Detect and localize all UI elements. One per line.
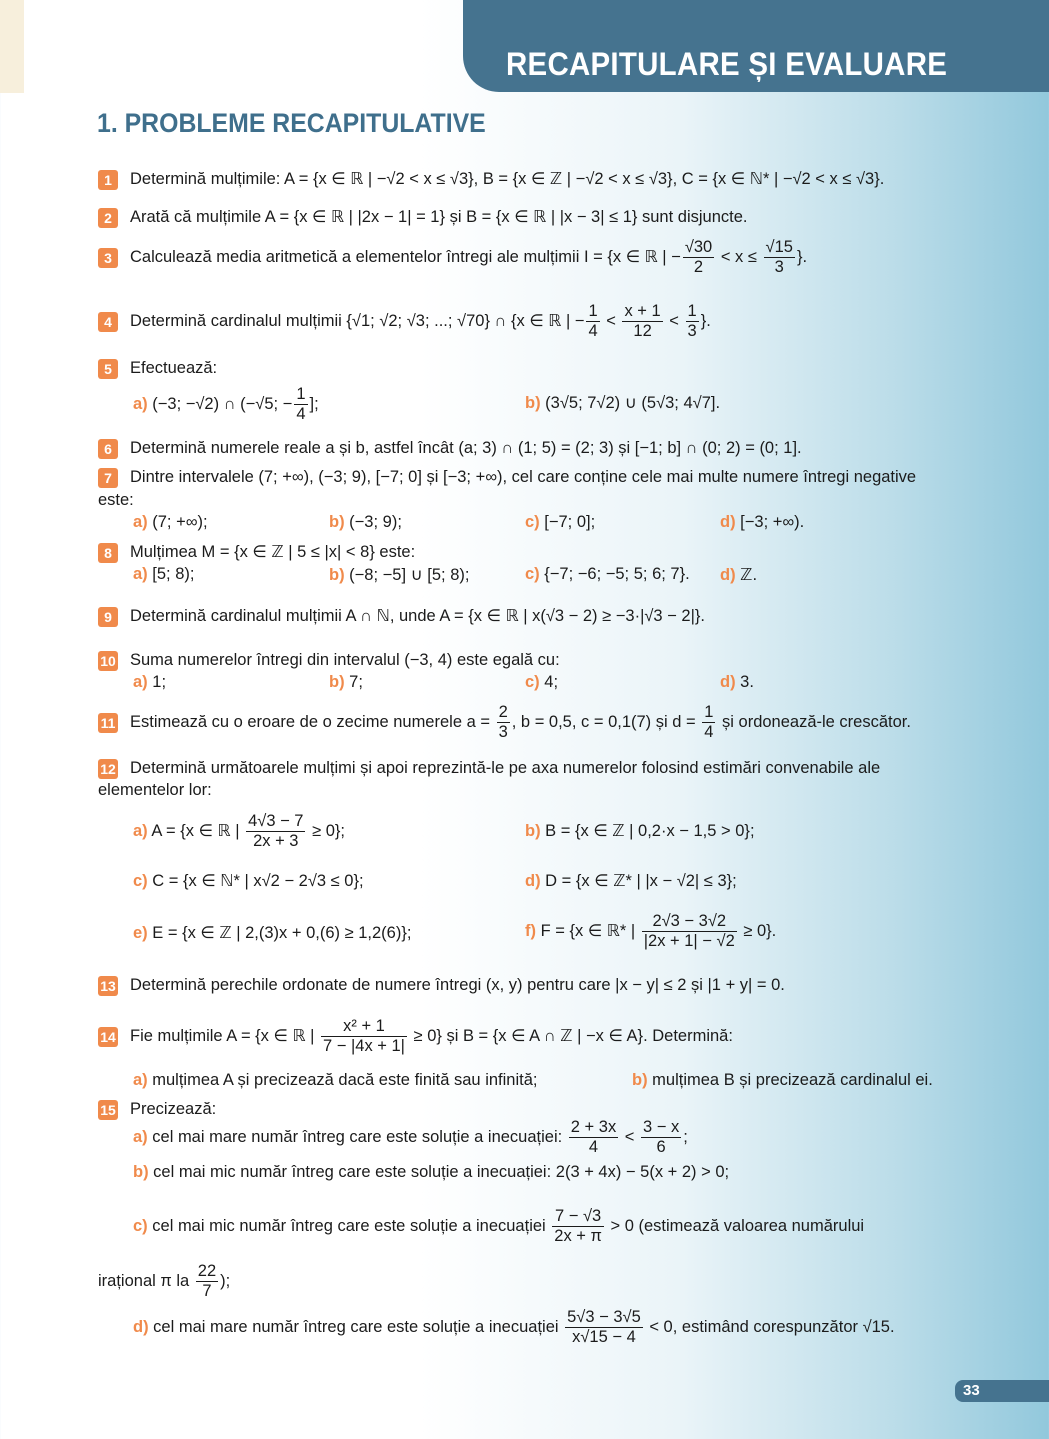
set-end: }. <box>700 311 711 330</box>
problem-12 <box>98 758 880 779</box>
inequality: < <box>620 1127 640 1146</box>
fraction <box>196 1262 218 1301</box>
fraction <box>702 703 715 742</box>
expression: F = {x ∈ ℝ* | <box>540 921 640 940</box>
denominator: 4 <box>704 723 714 741</box>
option-value: 7; <box>349 673 363 691</box>
problem-text: ≥ 0} și B = {x ∈ A ∩ ℤ | −x ∈ A}. Determină: <box>408 1026 733 1045</box>
option-label: b) <box>632 1071 648 1089</box>
denominator: 3 <box>774 258 784 276</box>
problem-5-a <box>133 385 319 424</box>
problem-10 <box>98 650 560 671</box>
set-expression: {√1; √2; √3; ...; √70} ∩ {x ∈ ℝ | − <box>346 311 585 330</box>
option-value: [−7; 0]; <box>544 513 596 531</box>
option-value: cel mai mare număr întreg care este soluție a inecuației <box>153 1317 564 1336</box>
page-number: 33 <box>963 1382 980 1399</box>
problem-14-a <box>133 1071 537 1090</box>
problem-text: Fie mulțimile A = {x ∈ ℝ | <box>130 1026 319 1045</box>
problem-number-badge: 15 <box>98 1100 118 1120</box>
option-label: a) <box>133 565 148 583</box>
fraction <box>641 1118 681 1157</box>
problem-text: Precizează: <box>130 1100 217 1118</box>
option-value: irațional π la <box>98 1271 194 1290</box>
option-value: mulțimea B și precizează cardinalul ei. <box>652 1071 933 1089</box>
option-label: b) <box>133 1163 149 1181</box>
expression-end: ≥ 0}. <box>738 921 777 940</box>
option-b <box>329 565 469 585</box>
option-label: b) <box>525 394 541 412</box>
fraction <box>565 1308 643 1347</box>
problem-text: Determină mulțimile: A = {x ∈ ℝ | −√2 < x ≤ √3}, B = {x ∈ ℤ | −√2 < x ≤ √3}, C = {x ∈ ℕ* | −√2 < x ≤ √3}. <box>130 170 885 188</box>
denominator: 7 − |4x + 1| <box>323 1037 405 1055</box>
problem-number-badge: 11 <box>98 713 118 733</box>
option-label: d) <box>133 1317 149 1336</box>
denominator: 4 <box>588 322 598 340</box>
numerator: 2 + 3x <box>570 1118 617 1136</box>
problem-text: Determină cardinalul mulțimii A ∩ ℕ, unde A = {x ∈ ℝ | x(√3 − 2) ≥ −3·|√3 − 2|}. <box>130 607 705 625</box>
problem-14 <box>98 1017 733 1056</box>
problem-12-f <box>525 912 776 951</box>
option-b <box>329 673 363 692</box>
problem-15 <box>98 1099 216 1120</box>
numerator: 4√3 − 7 <box>248 812 304 830</box>
problem-7-continuation: este: <box>98 491 134 509</box>
option-label: a) <box>133 394 148 413</box>
problem-12-c <box>133 871 364 891</box>
section-title: 1. PROBLEME RECAPITULATIVE <box>97 108 486 138</box>
expression: A = {x ∈ ℝ | <box>151 821 245 840</box>
denominator: 7 <box>202 1282 212 1300</box>
expression-end: ]; <box>309 394 319 413</box>
expression: D = {x ∈ ℤ* | |x − √2| ≤ 3}; <box>545 872 737 890</box>
problem-number-badge: 10 <box>98 651 118 671</box>
fraction <box>622 302 662 341</box>
denominator: 2x + π <box>554 1227 602 1245</box>
option-label: b) <box>525 822 541 840</box>
problem-text: Mulțimea M = {x ∈ ℤ | 5 ≤ |x| < 8} este: <box>130 543 416 561</box>
problem-3 <box>98 238 807 277</box>
problem-1 <box>98 169 884 190</box>
option-label: c) <box>525 673 540 691</box>
problem-2 <box>98 207 748 228</box>
left-margin-strip <box>0 0 24 93</box>
option-label: d) <box>525 872 541 890</box>
fraction <box>569 1118 618 1157</box>
denominator: 3 <box>687 322 697 340</box>
numerator: 2 <box>498 703 508 721</box>
problem-15-b <box>133 1163 729 1182</box>
option-label: a) <box>133 1127 148 1146</box>
problem-12-d <box>525 871 737 891</box>
chapter-title: RECAPITULARE ȘI EVALUARE <box>506 46 948 82</box>
problem-15-d <box>133 1308 895 1347</box>
fraction <box>586 302 599 341</box>
option-label: f) <box>525 921 536 940</box>
option-d <box>720 673 754 692</box>
fraction <box>764 238 795 277</box>
expression: C = {x ∈ ℕ* | x√2 − 2√3 ≤ 0}; <box>152 872 364 890</box>
problem-text: Determină următoarele mulțimi și apoi reprezintă-le pe axa numerelor folosind estimări convenabile ale <box>130 759 881 777</box>
option-label: d) <box>720 566 736 584</box>
denominator: 4 <box>588 1138 599 1156</box>
option-a <box>133 565 194 584</box>
problem-number-badge: 13 <box>98 976 118 996</box>
option-end: ; <box>683 1127 688 1146</box>
denominator: x√15 − 4 <box>572 1328 636 1346</box>
option-label: d) <box>720 673 736 691</box>
option-value: mulțimea A și precizează dacă este finită sau infinită; <box>152 1071 538 1089</box>
problem-number-badge: 4 <box>98 312 118 332</box>
problem-text: Determină perechile ordonate de numere întregi (x, y) pentru care |x − y| ≤ 2 și |1 + y| = 0. <box>130 976 785 994</box>
numerator: 22 <box>197 1262 217 1280</box>
option-value: (−3; 9); <box>349 513 402 531</box>
problem-8 <box>98 542 415 563</box>
inequality: < <box>601 311 621 330</box>
numerator: 3 − x <box>643 1118 680 1136</box>
option-label: a) <box>133 821 148 840</box>
expression: B = {x ∈ ℤ | 0,2·x − 1,5 > 0}; <box>545 822 755 840</box>
option-value: cel mai mare număr întreg care este soluție a inecuației: <box>152 1127 567 1146</box>
problem-text: Arată că mulțimile A = {x ∈ ℝ | |2x − 1| = 1} și B = {x ∈ ℝ | |x − 3| ≤ 1} sunt disjuncte. <box>130 208 748 226</box>
expression: (3√5; 7√2) ∪ (5√3; 4√7]. <box>545 394 721 412</box>
option-c <box>525 513 595 532</box>
problem-text: Estimează cu o eroare de o zecime numerele a = <box>130 712 495 731</box>
option-label: c) <box>133 1216 148 1235</box>
fraction <box>246 812 305 851</box>
option-a <box>133 673 166 692</box>
problem-text: Dintre intervalele (7; +∞), (−3; 9), [−7; 0] și [−3; +∞), cel care conține cele mai multe numere întregi negative <box>130 468 917 486</box>
option-label: b) <box>329 566 345 584</box>
fraction <box>686 302 699 341</box>
option-d <box>720 513 804 532</box>
problem-number-badge: 12 <box>98 759 118 779</box>
problem-text: Suma numerelor întregi din intervalul (−3, 4) este egală cu: <box>130 651 560 669</box>
option-label: d) <box>720 513 736 531</box>
fraction <box>683 238 714 277</box>
numerator: √15 <box>765 238 793 256</box>
expression: E = {x ∈ ℤ | 2,(3)x + 0,(6) ≥ 1,2(6)}; <box>152 924 412 942</box>
problem-text: Calculează media aritmetică a elementelor întregi ale mulțimii I = <box>130 247 608 266</box>
inequality: < <box>664 311 684 330</box>
expression-end: ≥ 0}; <box>307 821 345 840</box>
numerator: 5√3 − 3√5 <box>567 1308 641 1326</box>
problem-number-badge: 7 <box>98 468 118 488</box>
problem-number-badge: 9 <box>98 607 118 627</box>
problem-text: Determină numerele reale a și b, astfel încât (a; 3) ∩ (1; 5) = (2; 3) și [−1; b] ∩ (0; 2) = (0; 1]. <box>130 439 802 457</box>
expression: (−3; −√2) ∩ (−√5; − <box>152 394 293 413</box>
problem-number-badge: 14 <box>98 1027 118 1047</box>
option-b <box>329 513 402 532</box>
denominator: 3 <box>498 723 508 741</box>
problem-number-badge: 8 <box>98 543 118 563</box>
problem-text: , b = 0,5, c = 0,1(7) și d = <box>511 712 701 731</box>
problem-12-e <box>133 923 411 943</box>
option-label: a) <box>133 673 148 691</box>
problem-number-badge: 6 <box>98 439 118 459</box>
problem-14-b <box>632 1071 933 1090</box>
numerator: √30 <box>684 238 713 256</box>
option-end: ); <box>220 1271 231 1290</box>
option-value: 3. <box>740 673 754 691</box>
numerator: 1 <box>588 302 598 320</box>
denominator: |2x + 1| − √2 <box>643 932 735 950</box>
denominator: 4 <box>296 405 306 423</box>
fraction <box>497 703 510 742</box>
problem-6 <box>98 438 802 459</box>
option-label: b) <box>329 513 345 531</box>
denominator: 12 <box>633 322 652 340</box>
problem-5-b <box>525 393 720 413</box>
problem-text: și ordonează-le crescător. <box>717 712 911 731</box>
option-label: b) <box>329 673 345 691</box>
numerator: 1 <box>704 703 714 721</box>
problem-12-b <box>525 821 755 841</box>
option-value: cel mai mic număr întreg care este soluție a inecuației <box>152 1216 551 1235</box>
option-c <box>525 673 558 692</box>
denominator: 2x + 3 <box>253 832 299 850</box>
problem-12-a <box>133 812 345 851</box>
numerator: 1 <box>296 385 306 403</box>
denominator: 6 <box>656 1138 666 1156</box>
option-a <box>133 513 208 532</box>
problem-11 <box>98 703 911 742</box>
option-value: (7; +∞); <box>152 513 208 531</box>
problem-number-badge: 5 <box>98 359 118 379</box>
problem-5 <box>98 358 217 379</box>
option-c <box>525 565 690 584</box>
problem-15-a <box>133 1118 688 1157</box>
problem-9 <box>98 606 705 627</box>
option-value: [5; 8); <box>152 565 195 583</box>
problem-number-badge: 1 <box>98 170 118 190</box>
numerator: 1 <box>687 302 697 320</box>
fraction <box>552 1207 604 1246</box>
option-label: e) <box>133 924 148 942</box>
option-value: 1; <box>152 673 167 691</box>
option-label: c) <box>525 513 540 531</box>
numerator: 2√3 − 3√2 <box>642 912 737 932</box>
problem-number-badge: 3 <box>98 248 118 268</box>
numerator: 7 − √3 <box>552 1207 604 1227</box>
problem-number-badge: 2 <box>98 208 118 228</box>
problem-15-c-continuation <box>98 1262 230 1301</box>
option-value: (−8; −5] ∪ [5; 8); <box>349 566 470 584</box>
denominator: 2 <box>693 258 704 276</box>
fraction <box>321 1017 407 1056</box>
option-value: > 0 (estimează valoarea numărului <box>605 1216 865 1235</box>
problem-15-c <box>133 1207 864 1246</box>
problem-13 <box>98 975 785 996</box>
numerator: x² + 1 <box>321 1017 407 1037</box>
option-value: cel mai mic număr întreg care este soluție a inecuației: 2(3 + 4x) − 5(x + 2) > 0; <box>153 1163 730 1181</box>
option-label: c) <box>133 872 148 890</box>
option-value: {−7; −6; −5; 5; 6; 7}. <box>544 565 690 583</box>
problem-12-continuation: elementelor lor: <box>98 781 212 799</box>
option-label: c) <box>525 565 540 583</box>
problem-4 <box>98 302 711 341</box>
problem-7 <box>98 467 916 488</box>
inequality: < x ≤ <box>716 247 762 266</box>
fraction <box>642 912 737 951</box>
option-value: < 0, estimând corespunzător √15. <box>644 1317 895 1336</box>
option-label: a) <box>133 1071 148 1089</box>
option-value: ℤ. <box>740 566 758 584</box>
numerator: x + 1 <box>624 302 661 320</box>
problem-text: Determină cardinalul mulțimii <box>130 311 347 330</box>
option-value: [−3; +∞). <box>740 513 805 531</box>
fraction <box>294 385 307 424</box>
set-expression: {x ∈ ℝ | − <box>607 247 681 266</box>
set-end: }. <box>796 247 808 266</box>
problem-text: Efectuează: <box>130 359 218 377</box>
option-value: 4; <box>544 673 559 691</box>
option-label: a) <box>133 513 148 531</box>
option-d <box>720 565 757 585</box>
